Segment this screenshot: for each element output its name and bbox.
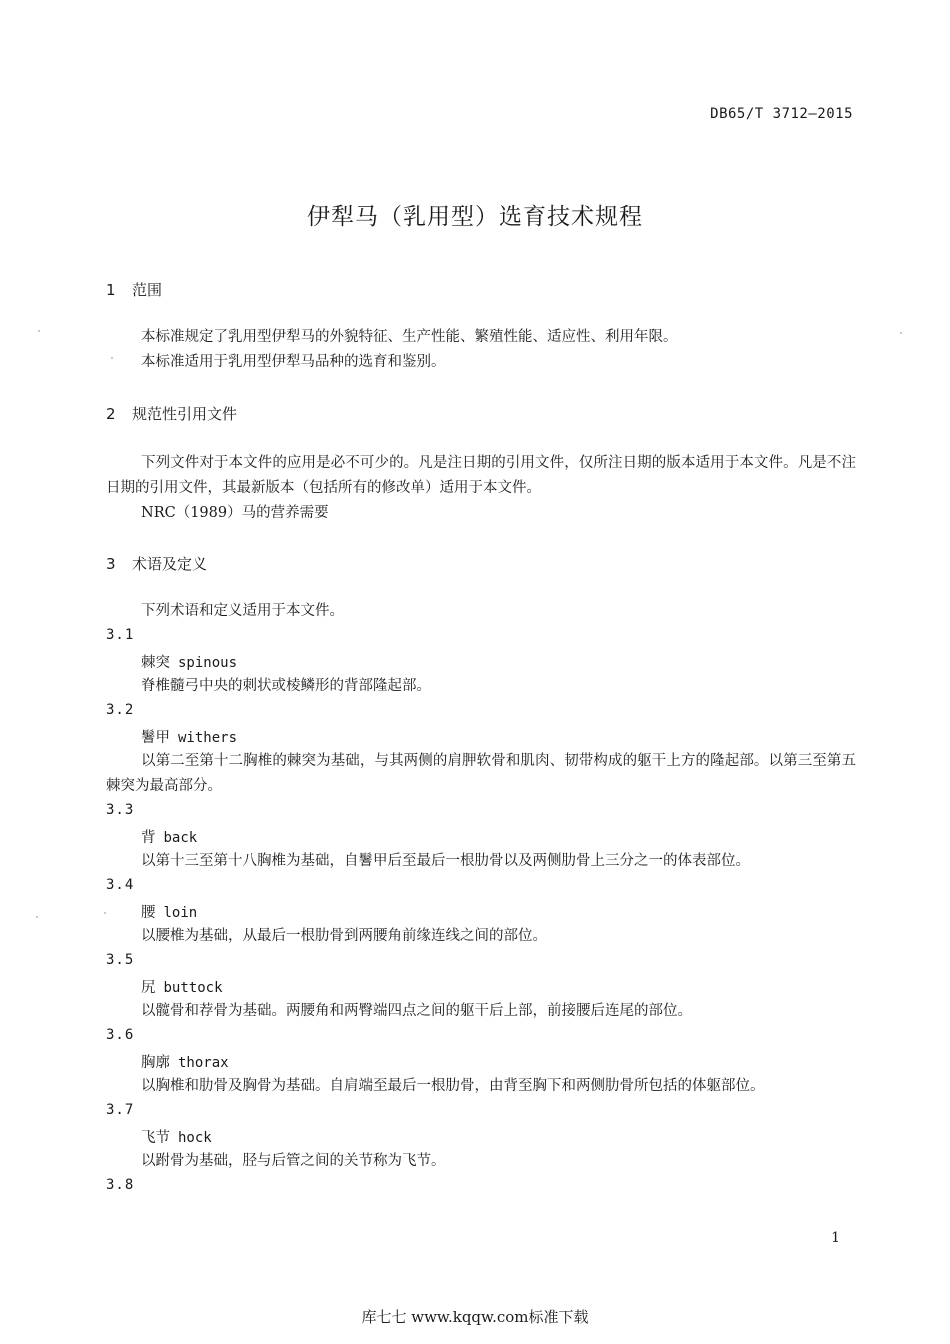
term-zh: 腰 xyxy=(141,905,156,921)
section-title: 范围 xyxy=(132,281,163,299)
term-title xyxy=(141,726,237,747)
scan-speck xyxy=(104,912,106,914)
clause-number: 3.6 xyxy=(106,1027,135,1043)
term-title xyxy=(141,901,197,922)
paragraph: 本标准规定了乳用型伊犁马的外貌特征、生产性能、繁殖性能、适应性、利用年限。 xyxy=(141,329,678,345)
term-definition: 以第二至第十二胸椎的棘突为基础，与其两侧的肩胛软骨和肌肉、韧带构成的躯干上方的隆起部。以第三至第五棘突为最高部分。 xyxy=(106,753,856,794)
page-number: 1 xyxy=(831,1230,840,1246)
scan-speck xyxy=(111,357,113,359)
section-title: 术语及定义 xyxy=(132,555,208,573)
term-definition: 以第十三至第十八胸椎为基础，自鬐甲后至最后一根肋骨以及两侧肋骨上三分之一的体表部位。 xyxy=(141,853,750,869)
section-heading-1 xyxy=(106,279,162,300)
term-zh: 棘突 xyxy=(141,655,170,671)
section-heading-3 xyxy=(106,553,207,574)
document-code: DB65/T 3712—2015 xyxy=(710,106,853,122)
scan-speck xyxy=(36,916,38,918)
clause-number: 3.8 xyxy=(106,1177,135,1193)
section-heading-2 xyxy=(106,403,237,424)
term-title xyxy=(141,1051,229,1072)
scan-speck xyxy=(38,330,40,332)
term-en: spinous xyxy=(178,655,238,671)
term-en: buttock xyxy=(163,980,223,996)
term-zh: 背 xyxy=(141,830,156,846)
reference-item: NRC（1989）马的营养需要 xyxy=(141,505,329,521)
term-en: loin xyxy=(163,905,198,921)
section-number: 1 xyxy=(106,281,116,299)
section-number: 3 xyxy=(106,555,116,573)
term-definition: 以胸椎和肋骨及胸骨为基础。自肩端至最后一根肋骨，由背至胸下和两侧肋骨所包括的体躯部位。 xyxy=(141,1078,765,1094)
term-en: withers xyxy=(178,730,238,746)
term-en: hock xyxy=(178,1130,212,1146)
term-title xyxy=(141,826,197,847)
term-zh: 飞节 xyxy=(141,1130,170,1146)
term-zh: 鬐甲 xyxy=(141,730,170,746)
term-title xyxy=(141,976,223,997)
term-definition: 以跗骨为基础，胫与后管之间的关节称为飞节。 xyxy=(141,1153,446,1169)
clause-number: 3.2 xyxy=(106,702,135,718)
term-zh: 尻 xyxy=(141,980,156,996)
footer-watermark: 库七七 www.kqqw.com标准下载 xyxy=(361,1308,589,1326)
page-title: 伊犁马（乳用型）选育技术规程 xyxy=(307,204,643,230)
clause-number: 3.7 xyxy=(106,1102,135,1118)
clause-number: 3.5 xyxy=(106,952,135,968)
clause-number: 3.4 xyxy=(106,877,135,893)
term-title xyxy=(141,1126,212,1147)
paragraph: 下列文件对于本文件的应用是必不可少的。凡是注日期的引用文件，仅所注日期的版本适用于本文件。凡是不注日期的引用文件，其最新版本（包括所有的修改单）适用于本文件。 xyxy=(106,455,856,496)
term-en: thorax xyxy=(178,1055,229,1071)
scan-speck xyxy=(900,332,902,334)
paragraph: 本标准适用于乳用型伊犁马品种的选育和鉴别。 xyxy=(141,354,446,370)
term-en: back xyxy=(163,830,198,846)
term-title xyxy=(141,651,237,672)
term-definition: 以髋骨和荐骨为基础。两腰角和两臀端四点之间的躯干后上部，前接腰后连尾的部位。 xyxy=(141,1003,692,1019)
section-number: 2 xyxy=(106,405,116,423)
term-definition: 脊椎髓弓中央的刺状或棱鳞形的背部隆起部。 xyxy=(141,678,431,694)
clause-number: 3.1 xyxy=(106,627,135,643)
term-zh: 胸廓 xyxy=(141,1055,170,1071)
section-title: 规范性引用文件 xyxy=(132,405,238,423)
clause-number: 3.3 xyxy=(106,802,135,818)
term-definition: 以腰椎为基础，从最后一根肋骨到两腰角前缘连线之间的部位。 xyxy=(141,928,547,944)
paragraph: 下列术语和定义适用于本文件。 xyxy=(141,603,344,619)
